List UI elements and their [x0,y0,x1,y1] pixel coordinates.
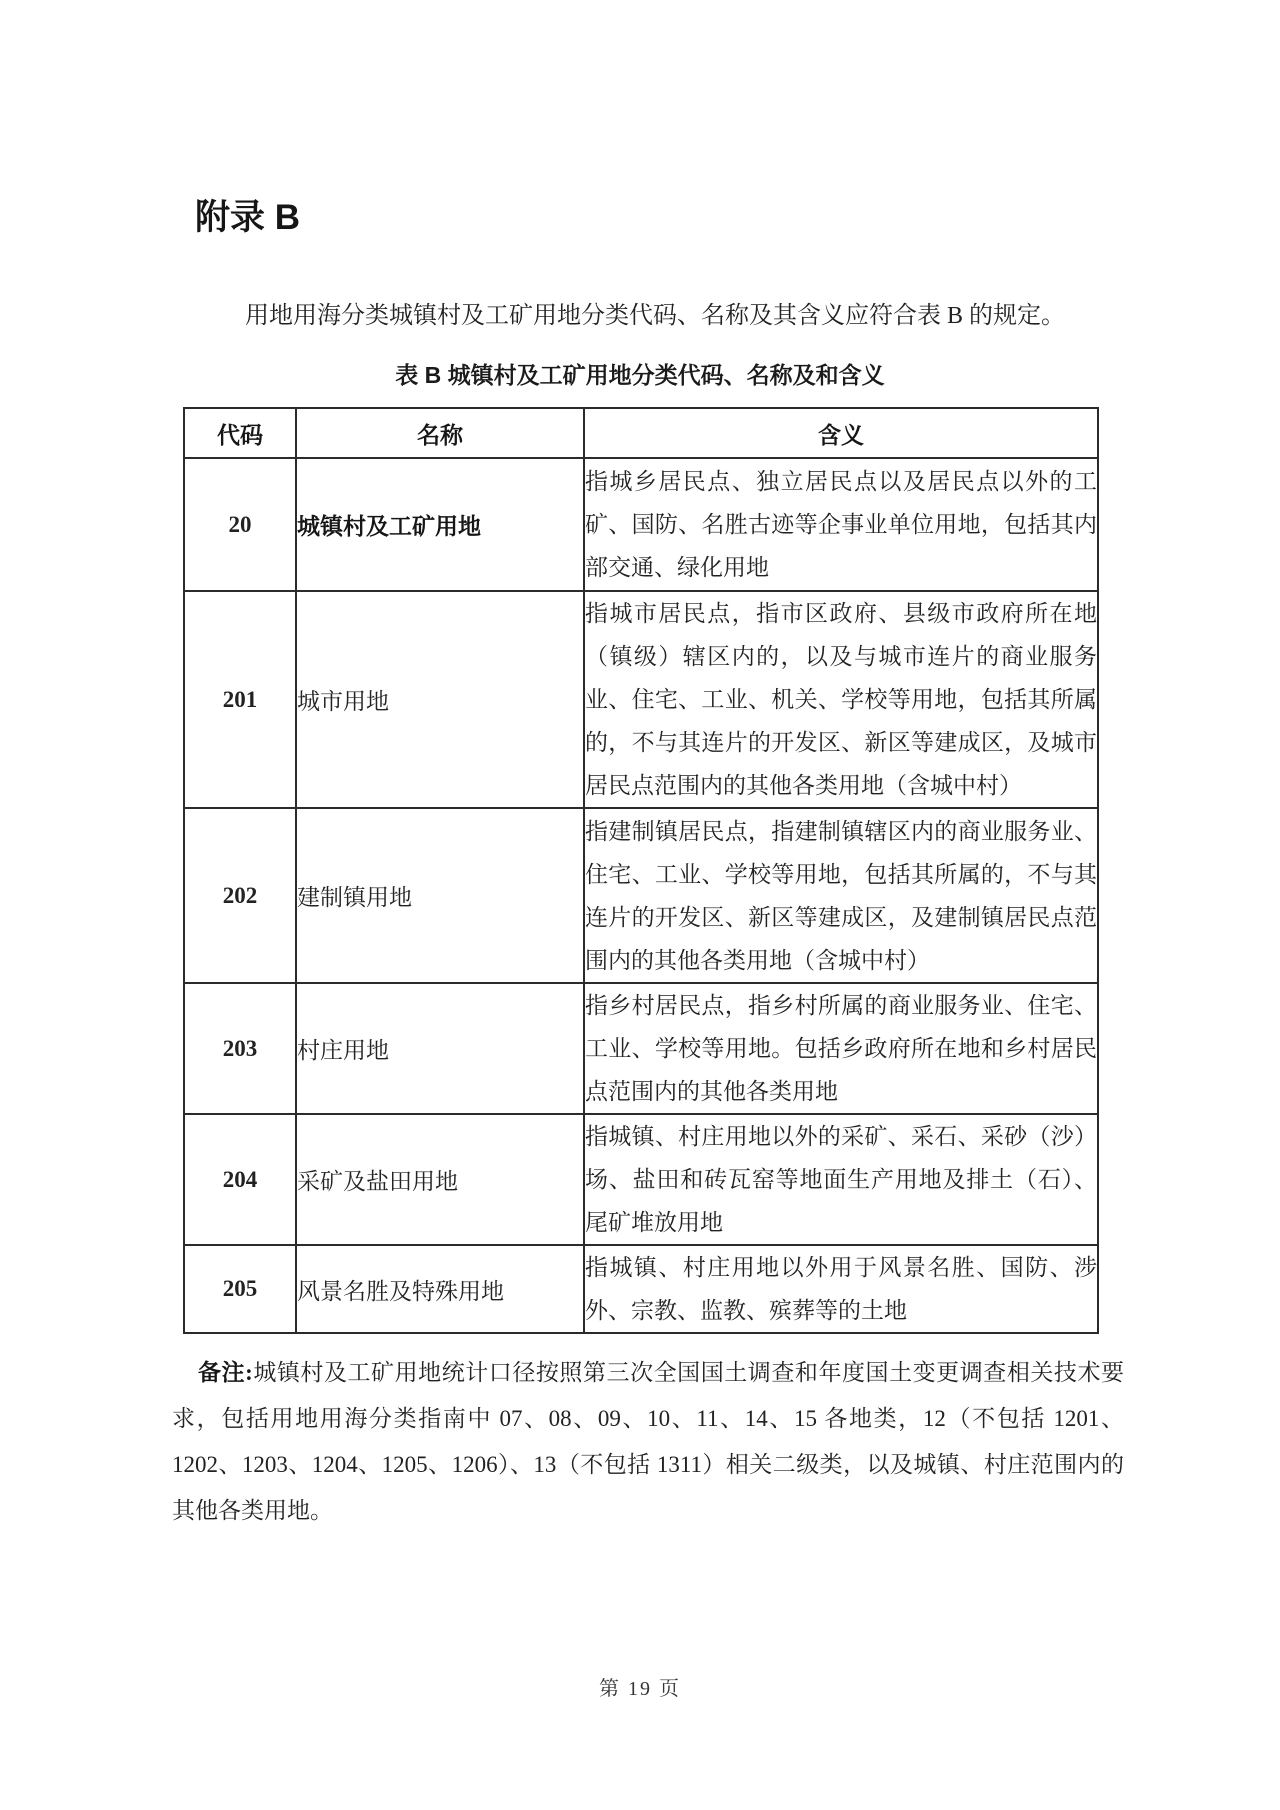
cell-name: 城镇村及工矿用地 [296,458,584,591]
cell-name: 城市用地 [296,591,584,808]
table-row-202 [184,808,1098,983]
cell-meaning: 指建制镇居民点，指建制镇辖区内的商业服务业、住宅、工业、学校等用地，包括其所属的，不与其连片的开发区、新区等建成区，及建制镇居民点范围内的其他各类用地（含城中村） [584,808,1098,983]
note-paragraph [172,1350,1124,1534]
cell-code: 205 [184,1245,296,1333]
table-row-20 [184,458,1098,591]
cell-name: 采矿及盐田用地 [296,1114,584,1245]
table-row-204 [184,1114,1098,1245]
col-header-meaning: 含义 [584,408,1098,458]
table-header-row [184,408,1098,458]
cell-name: 建制镇用地 [296,808,584,983]
classification-table [183,407,1099,1334]
cell-code: 204 [184,1114,296,1245]
cell-code: 202 [184,808,296,983]
cell-code: 20 [184,458,296,591]
cell-meaning: 指城镇、村庄用地以外的采矿、采石、采砂（沙）场、盐田和砖瓦窑等地面生产用地及排土（石）、尾矿堆放用地 [584,1114,1098,1245]
cell-name: 村庄用地 [296,983,584,1114]
table-row-205 [184,1245,1098,1333]
cell-code: 201 [184,591,296,808]
table-row-201 [184,591,1098,808]
cell-meaning: 指城市居民点，指市区政府、县级市政府所在地（镇级）辖区内的，以及与城市连片的商业服务业、住宅、工业、机关、学校等用地，包括其所属的，不与其连片的开发区、新区等建成区，及城市居民点范围内的其他各类用地（含城中村） [584,591,1098,808]
col-header-name: 名称 [296,408,584,458]
table-caption: 表 B 城镇村及工矿用地分类代码、名称及和含义 [395,362,885,388]
appendix-title: 附录 B [195,198,301,237]
note-text: 城镇村及工矿用地统计口径按照第三次全国国土调查和年度国土变更调查相关技术要求，包括用地用海分类指南中 07、08、09、10、11、14、15 各地类，12（不包括 1201、1202、1203、1204、1205、1206）、13（不包括 1311）相关二级类，以及城镇、村庄范围内的其他各类用地。 [172,1360,1124,1523]
cell-meaning: 指城镇、村庄用地以外用于风景名胜、国防、涉外、宗教、监教、殡葬等的土地 [584,1245,1098,1333]
cell-meaning: 指乡村居民点，指乡村所属的商业服务业、住宅、工业、学校等用地。包括乡政府所在地和乡村居民点范围内的其他各类用地 [584,983,1098,1114]
col-header-code: 代码 [184,408,296,458]
note-label: 备注: [198,1360,253,1385]
table-row-203 [184,983,1098,1114]
intro-paragraph: 用地用海分类城镇村及工矿用地分类代码、名称及其含义应符合表 B 的规定。 [245,303,1066,329]
cell-name: 风景名胜及特殊用地 [296,1245,584,1333]
page-number: 第 19 页 [599,1678,681,1700]
cell-code: 203 [184,983,296,1114]
cell-meaning: 指城乡居民点、独立居民点以及居民点以外的工矿、国防、名胜古迹等企事业单位用地，包括其内部交通、绿化用地 [584,458,1098,591]
